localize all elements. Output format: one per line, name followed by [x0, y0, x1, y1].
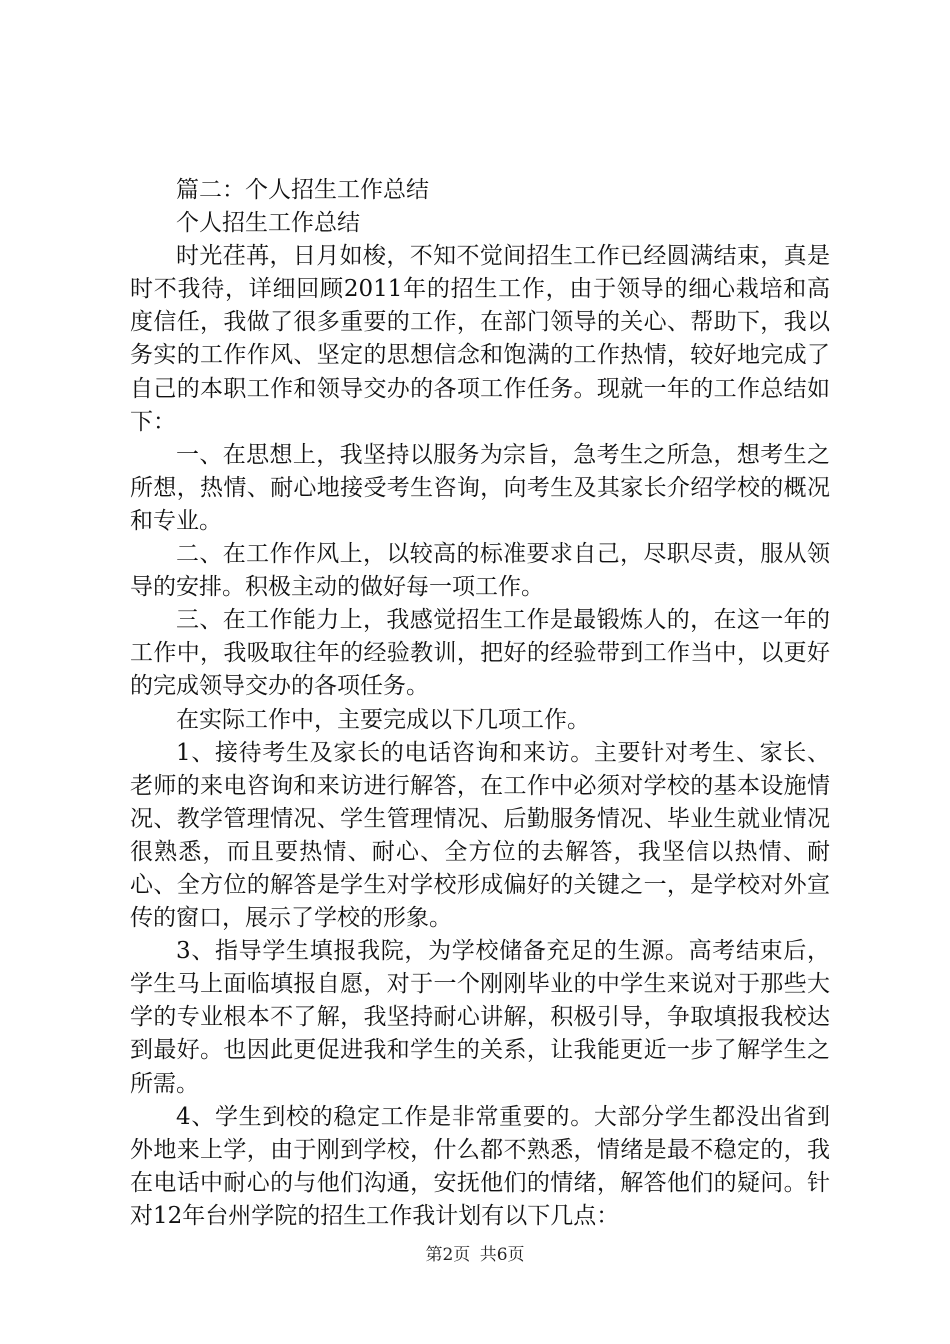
paragraph: 时光荏苒，日月如梭，不知不觉间招生工作已经圆满结束，真是时不我待，详细回顾2011年的招生工作，由于领导的细心栽培和高度信任，我做了很多重要的工作，在部门领导的关心、帮助下，我以务实的工作作风、坚定的思想信念和饱满的工作热情，较好地完成了自己的本职工作和领导交办的各项工作任务。现就一年的工作总结如下： [130, 243, 830, 435]
page-total: 共6页 [479, 1245, 525, 1265]
paragraph: 在实际工作中，主要完成以下几项工作。 [176, 706, 590, 733]
page-footer [0, 1244, 950, 1266]
paragraph: 二、在工作作风上，以较高的标准要求自己，尽职尽责，服从领导的安排。积极主动的做好每一项工作。 [130, 541, 830, 601]
page-number: 第2页 [425, 1245, 471, 1265]
paragraph: 4、学生到校的稳定工作是非常重要的。大部分学生都没出省到外地来上学，由于刚到学校，什么都不熟悉，情绪是最不稳定的，我在电话中耐心的与他们沟通，安抚他们的情绪，解答他们的疑问。针对12年台州学院的招生工作我计划有以下几点： [130, 1103, 830, 1229]
paragraph: 一、在思想上，我坚持以服务为宗旨，急考生之所急，想考生之所想，热情、耐心地接受考生咨询，向考生及其家长介绍学校的概况和专业。 [130, 441, 830, 534]
section-heading: 篇二：个人招生工作总结 [176, 177, 429, 203]
paragraph: 3、指导学生填报我院，为学校储备充足的生源。高考结束后，学生马上面临填报自愿，对于一个刚刚毕业的中学生来说对于那些大学的专业根本不了解，我坚持耐心讲解，积极引导，争取填报我校达到最好。也因此更促进我和学生的关系，让我能更近一步了解学生之所需。 [130, 938, 830, 1097]
document-body [130, 174, 830, 1233]
document-title: 个人招生工作总结 [176, 210, 360, 237]
paragraph: 三、在工作能力上，我感觉招生工作是最锻炼人的，在这一年的工作中，我吸取往年的经验教训，把好的经验带到工作当中，以更好的完成领导交办的各项任务。 [130, 607, 830, 700]
paragraph: 1、接待考生及家长的电话咨询和来访。主要针对考生、家长、老师的来电咨询和来访进行解答，在工作中必须对学校的基本设施情况、教学管理情况、学生管理情况、后勤服务情况、毕业生就业情况很熟悉，而且要热情、耐心、全方位的去解答，我坚信以热情、耐心、全方位的解答是学生对学校形成偏好的关键之一，是学校对外宣传的窗口，展示了学校的形象。 [130, 739, 830, 932]
